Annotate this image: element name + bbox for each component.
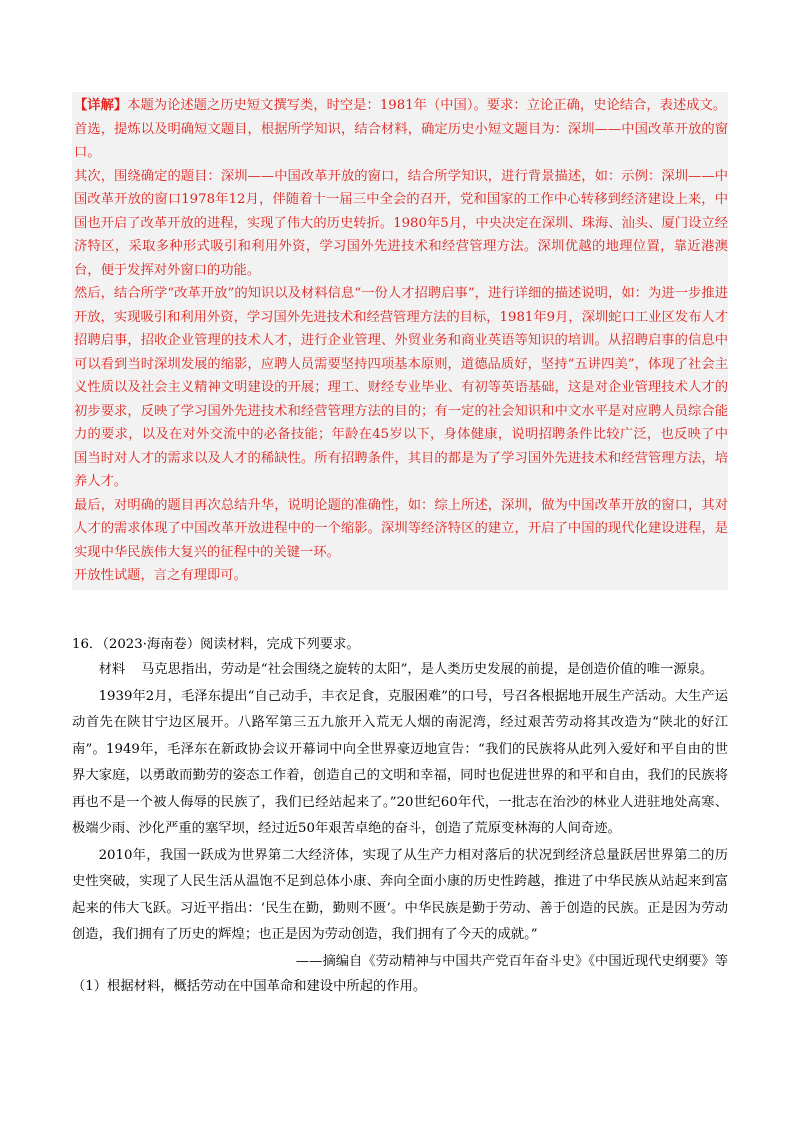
material-paragraph-2: 1939年2月，毛泽东提出“自己动手，丰衣足食，克服困难”的口号，号召各根据地开展生产活动。大生产运动首先在陕甘宁边区展开。八路军第三五九旅开入荒无人烟的南泥湾，经过艰苦劳动将其改造为“陕北的好江南”。1949年，毛泽东在新政协会议开幕词中向全世界豪迈地宣告：“我们的民族将从此列入爱好和平自由的世界大家庭，以勇敢而勤劳的姿态工作着，创造自己的文明和幸福，同时也促进世界的和平和自由，我们的民族将再也不是一个被人侮辱的民族了，我们已经站起来了。”20世纪60年代，一批志在治沙的林业人进驻地处高寒、极端少雨、沙化严重的塞罕坝，经过近50年艰苦卓绝的奋斗，创造了荒原变林海的人间奇迹。 bbox=[72, 688, 728, 836]
material-paragraph-1 bbox=[72, 657, 728, 684]
answer-explanation-box bbox=[72, 92, 728, 590]
answer-paragraph-5: 最后，对明确的题目再次总结升华，说明论题的准确性，如：综上所述，深圳，做为中国改革开放的窗口，其对人才的需求体现了中国改革开放进程中的一个缩影。深圳等经济特区的建立，开启了中国的现代化建设进程，是实现中华民族伟大复兴的征程中的关键一环。 bbox=[74, 497, 728, 560]
material-label: 材料 bbox=[98, 662, 126, 677]
question-16 bbox=[72, 633, 728, 999]
material-block bbox=[72, 657, 728, 975]
answer-paragraph-1 bbox=[74, 94, 728, 118]
answer-tag: 【详解】 bbox=[74, 98, 128, 113]
material-source: ——摘编自《劳动精神与中国共产党百年奋斗史》《中国近现代史纲要》等 bbox=[295, 953, 728, 969]
answer-paragraph-3: 其次，围绕确定的题目：深圳——中国改革开放的窗口，结合所学知识，进行背景描述，如：示例：深圳——中国改革开放的窗口1978年12月，伴随着十一届三中全会的召开，党和国家的工作中心转移到经济建设上来，中国也开启了改革开放的进程，实现了伟大的历史转折。1980年5月，中央决定在深圳、珠海、汕头、厦门设立经济特区，采取多种形式吸引和利用外资，学习国外先进技术和经营管理方法。深圳优越的地理位置，靠近港澳台，便于发挥对外窗口的功能。 bbox=[74, 168, 728, 278]
answer-paragraph-2: 首选，提炼以及明确短文题目，根据所学知识，结合材料，确定历史小短文题目为：深圳——中国改革开放的窗口。 bbox=[74, 121, 728, 160]
answer-paragraph-text: 本题为论述题之历史短文撰写类，时空是：1981年（中国）。要求：立论正确，史论结合，表述成文。 bbox=[127, 98, 727, 113]
answer-paragraph-6: 开放性试题，言之有理即可。 bbox=[74, 568, 247, 583]
answer-paragraph-4: 然后，结合所学“改革开放”的知识以及材料信息“一份人才招聘启事”，进行详细的描述说明，如：为进一步推进开放，实现吸引和利用外资，学习国外先进技术和经营管理方法的目标，1981年9月，深圳蛇口工业区发布人才招聘启事，招收企业管理的技术人才，进行企业管理、外贸业务和商业英语等知识的培训。从招聘启事的信息中可以看到当时深圳发展的缩影，应聘人员需要坚持四项基本原则，道德品质好，坚持“五讲四美”，体现了社会主义性质以及社会主义精神文明建设的开展；理工、财经专业毕业、有初等英语基础，这是对企业管理技术人才的初步要求，反映了学习国外先进技术和经营管理方法的目的；有一定的社会知识和中文水平是对应聘人员综合能力的要求，以及在对外交流中的必备技能；年龄在45岁以下，身体健康，说明招聘条件比较广泛，也反映了中国当时对人才的需求以及人才的稀缺性。所有招聘条件，其目的都是为了学习国外先进技术和经营管理方法，培养人才。 bbox=[74, 286, 728, 489]
question-header: 16．（2023·海南卷）阅读材料，完成下列要求。 bbox=[72, 637, 360, 652]
material-paragraph-3: 2010年，我国一跃成为世界第二大经济体，实现了从生产力相对落后的状况到经济总量跃居世界第二的历史性突破，实现了人民生活从温饱不足到总体小康、奔向全面小康的历史性跨越，推进了中华民族从站起来到富起来的伟大飞跃。习近平指出：‘民生在勤，勤则不匮’。中华民族是勤于劳动、善于创造的民族。正是因为劳动创造，我们拥有了历史的辉煌；也正是因为劳动创造，我们拥有了今天的成就。” bbox=[72, 847, 728, 942]
sub-question-1: （1）根据材料，概括劳动在中国革命和建设中所起的作用。 bbox=[72, 979, 427, 994]
material-text: 马克思指出，劳动是“社会围绕之旋转的太阳”，是人类历史发展的前提，是创造价值的唯一源泉。 bbox=[141, 662, 714, 677]
